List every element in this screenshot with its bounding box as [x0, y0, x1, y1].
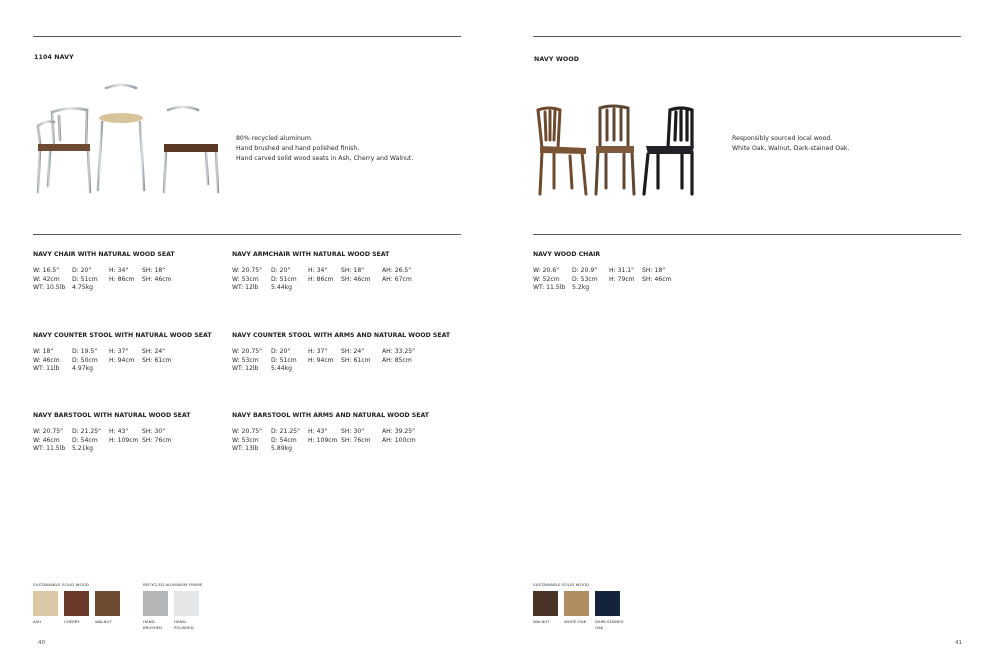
spec-value: H: 37": [308, 348, 328, 355]
spec-title: NAVY BARSTOOL WITH ARMS AND NATURAL WOOD SEAT: [232, 412, 430, 419]
spec-value: D: 19.5": [72, 348, 98, 355]
finish-swatch-name: WALNUT: [95, 619, 112, 624]
spec-value: H: 86cm: [308, 275, 334, 283]
spec-value: SH: 30": [341, 428, 364, 435]
spec-value: D: 51cm: [271, 356, 297, 364]
spec-title: NAVY CHAIR WITH NATURAL WOOD SEAT: [33, 251, 175, 258]
top-rule-left: [33, 36, 461, 37]
spec-value: W: 52cm: [533, 275, 560, 283]
spec-value: 4.97kg: [72, 365, 93, 372]
spec-value: WT: 11.5lb: [533, 284, 566, 291]
spec-value: D: 51cm: [271, 275, 297, 283]
spec-value: D: 20": [271, 348, 291, 355]
spec-value: H: 79cm: [609, 275, 635, 283]
finish-swatch-name: HAND- POLISHED: [174, 619, 194, 630]
spec-value: WT: 12lb: [232, 284, 259, 291]
description-line: Responsibly sourced local wood.: [732, 135, 833, 142]
page-number-right: 41: [955, 640, 962, 646]
spec-title: NAVY COUNTER STOOL WITH NATURAL WOOD SEAT: [33, 332, 212, 339]
product-description-left: [236, 134, 413, 164]
aluminum-chairs-photo: [32, 82, 222, 200]
spec-value: AH: 100cm: [382, 436, 416, 444]
spec-value: D: 54cm: [72, 436, 98, 444]
spec-value: H: 34": [109, 267, 129, 274]
spec-value: 5.44kg: [271, 284, 292, 291]
spec-value: AH: 33.25": [382, 348, 415, 355]
spec-value: WT: 10.5lb: [33, 284, 66, 291]
finish-swatch: [533, 591, 558, 616]
spec-value: H: 43": [308, 428, 328, 435]
section-heading-left: 1104 NAVY: [34, 54, 74, 61]
finish-swatch: [95, 591, 120, 616]
spec-title: NAVY WOOD CHAIR: [533, 251, 601, 258]
spec-value: D: 20": [72, 267, 92, 274]
spec-value: H: 37": [109, 348, 129, 355]
spec-value: SH: 18": [142, 267, 165, 274]
finish-swatch-name: DARK-STAINED OAK: [595, 619, 624, 630]
spec-value: SH: 76cm: [142, 436, 172, 444]
spec-block: [232, 332, 450, 375]
spec-value: W: 53cm: [232, 356, 259, 364]
mid-rule-right: [533, 234, 961, 235]
spec-value: W: 20.75": [232, 267, 262, 274]
spec-value: WT: 11.5lb: [33, 445, 66, 452]
spec-value: AH: 67cm: [382, 275, 412, 283]
spec-block: [232, 251, 412, 294]
top-rule-right: [533, 36, 961, 37]
spec-block: [33, 332, 212, 375]
finish-swatch: [33, 591, 58, 616]
spec-value: H: 43": [109, 428, 129, 435]
spec-value: D: 53cm: [572, 275, 598, 283]
spec-value: H: 86cm: [109, 275, 135, 283]
spec-value: WT: 13lb: [232, 445, 259, 452]
finish-swatch: [64, 591, 89, 616]
swatch-group-label: SUSTAINABLE SOLID WOOD: [533, 582, 590, 587]
spec-value: H: 31.1": [609, 267, 634, 274]
spec-value: W: 16.5": [33, 267, 60, 274]
spec-value: D: 54cm: [271, 436, 297, 444]
spec-value: H: 94cm: [109, 356, 135, 364]
finish-swatch-name: WHITE OAK: [564, 619, 587, 624]
spec-value: D: 20.9": [572, 267, 598, 274]
spec-value: D: 51cm: [72, 275, 98, 283]
product-description-right: [732, 134, 849, 154]
spec-value: D: 50cm: [72, 356, 98, 364]
description-line: Hand brushed and hand polished finish.: [236, 145, 360, 152]
spec-value: W: 20.75": [232, 348, 262, 355]
spec-value: W: 53cm: [232, 436, 259, 444]
mid-rule-left: [33, 234, 461, 235]
spec-block: [33, 251, 175, 294]
spec-value: W: 53cm: [232, 275, 259, 283]
spec-value: SH: 61cm: [142, 356, 172, 364]
finish-swatch: [143, 591, 168, 616]
spec-value: W: 20.75": [33, 428, 63, 435]
spec-value: AH: 85cm: [382, 356, 412, 364]
spec-value: D: 21.25": [271, 428, 300, 435]
spec-title: NAVY COUNTER STOOL WITH ARMS AND NATURAL WOOD SEAT: [232, 332, 451, 339]
finish-swatch-name: ASH: [33, 619, 42, 624]
spec-title: NAVY BARSTOOL WITH NATURAL WOOD SEAT: [33, 412, 191, 419]
spec-value: W: 18": [33, 348, 54, 355]
spec-value: 5.2kg: [572, 284, 590, 291]
spec-value: W: 46cm: [33, 356, 60, 364]
finish-swatch: [595, 591, 620, 616]
finish-swatch: [564, 591, 589, 616]
spec-value: W: 46cm: [33, 436, 60, 444]
spec-value: W: 20.6": [533, 267, 560, 274]
wood-chairs-photo: [532, 104, 697, 200]
spec-value: 5.21kg: [72, 445, 93, 452]
spec-value: D: 20": [271, 267, 291, 274]
spec-value: SH: 76cm: [341, 436, 371, 444]
spec-value: AH: 39.25": [382, 428, 415, 435]
spec-value: H: 109cm: [308, 436, 338, 444]
spec-value: SH: 18": [341, 267, 364, 274]
spec-value: 5.89kg: [271, 445, 292, 452]
spec-value: H: 94cm: [308, 356, 334, 364]
spec-value: SH: 46cm: [341, 275, 371, 283]
spec-value: WT: 11lb: [33, 365, 60, 372]
spec-value: W: 42cm: [33, 275, 60, 283]
finish-swatch-name: WALNUT: [533, 619, 550, 624]
spec-title: NAVY ARMCHAIR WITH NATURAL WOOD SEAT: [232, 251, 390, 258]
spec-value: W: 20.75": [232, 428, 262, 435]
spec-value: SH: 24": [142, 348, 165, 355]
spec-value: 5.44kg: [271, 365, 292, 372]
spec-value: SH: 46cm: [142, 275, 172, 283]
spec-block: [533, 251, 672, 294]
spec-block: [33, 412, 190, 455]
swatch-group-label: SUSTAINABLE SOLID WOOD: [33, 582, 90, 587]
spec-value: 4.75kg: [72, 284, 93, 291]
description-line: Hand carved solid wood seats in Ash, Cherry and Walnut.: [236, 155, 414, 162]
spec-value: SH: 18": [642, 267, 665, 274]
spec-value: H: 109cm: [109, 436, 139, 444]
section-heading-right: NAVY WOOD: [534, 56, 580, 63]
swatch-group-label: RECYCLED ALUMINUM FRAME: [143, 582, 203, 587]
spec-block: [232, 412, 429, 455]
spec-value: SH: 46cm: [642, 275, 672, 283]
description-line: 80% recycled aluminum.: [236, 135, 313, 142]
page-number-left: 40: [38, 640, 45, 646]
description-line: White Oak, Walnut, Dark-stained Oak.: [732, 145, 850, 152]
spec-value: H: 34": [308, 267, 328, 274]
spec-value: WT: 12lb: [232, 365, 259, 372]
spec-value: SH: 24": [341, 348, 364, 355]
spec-value: AH: 26.5": [382, 267, 412, 274]
finish-swatch: [174, 591, 199, 616]
spec-value: D: 21.25": [72, 428, 101, 435]
finish-swatch-name: HAND- BRUSHED: [143, 619, 163, 630]
finish-swatch-name: CHERRY: [64, 619, 80, 624]
spec-value: SH: 61cm: [341, 356, 371, 364]
spec-value: SH: 30": [142, 428, 165, 435]
